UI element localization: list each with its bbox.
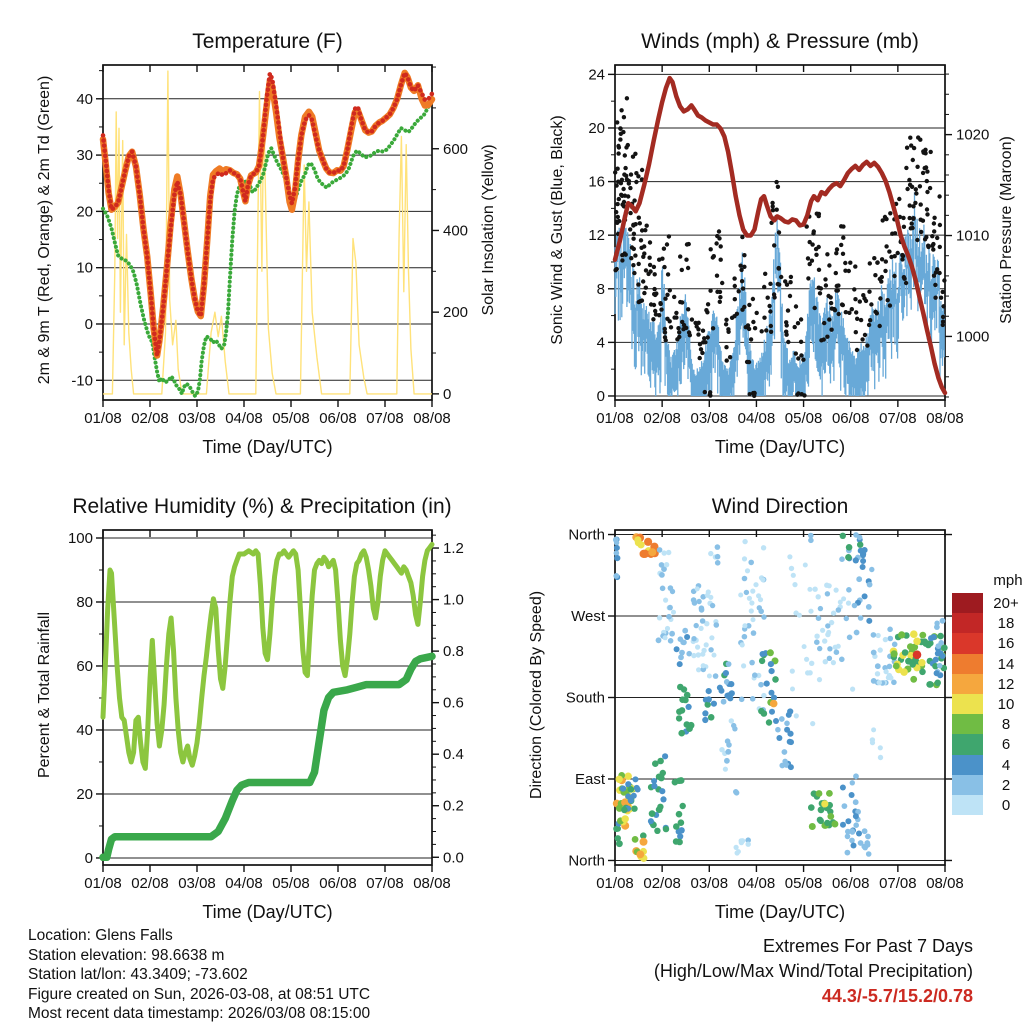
svg-text:South: South: [565, 689, 605, 707]
svg-text:01/08: 01/08: [596, 875, 634, 892]
svg-text:05/08: 05/08: [272, 410, 310, 427]
svg-text:08/08: 08/08: [413, 410, 451, 427]
svg-text:06/08: 06/08: [831, 410, 870, 427]
svg-text:600: 600: [443, 140, 469, 158]
colorbar-label-0: 0: [1001, 797, 1011, 814]
colorbar-segment-16: [952, 633, 983, 653]
temperature-chart-title: Temperature (F): [192, 30, 343, 53]
svg-text:1020: 1020: [956, 126, 990, 144]
colorbar-label-12: 12: [997, 675, 1015, 693]
svg-text:8: 8: [596, 280, 605, 298]
colorbar-segment-14: [952, 654, 983, 674]
svg-text:08/08: 08/08: [413, 875, 451, 892]
data-timestamp: Most recent data timestamp: 2026/03/08 08:15:00: [28, 1005, 371, 1022]
station-latlon: Station lat/lon: 43.3409; -73.602: [28, 966, 248, 983]
colorbar-segment-18: [952, 613, 983, 633]
svg-text:24: 24: [588, 66, 605, 84]
svg-text:03/08: 03/08: [690, 875, 729, 892]
figure-created: Figure created on Sun, 2026-03-08, at 08:51 UTC: [28, 985, 371, 1003]
humidity-chart-title: Relative Humidity (%) & Precipitation (in): [72, 495, 452, 518]
svg-text:06/08: 06/08: [831, 875, 870, 892]
svg-text:0.8: 0.8: [443, 643, 464, 661]
svg-text:20: 20: [76, 785, 93, 803]
svg-text:40: 40: [76, 90, 93, 108]
winds-x-axis-label: Time (Day/UTC): [714, 437, 846, 457]
station-pressure-axis-label: Station Pressure (Maroon): [998, 136, 1015, 324]
svg-text:16: 16: [588, 173, 605, 191]
svg-text:400: 400: [443, 222, 469, 240]
svg-text:01/08: 01/08: [84, 410, 122, 427]
svg-text:10: 10: [76, 259, 93, 277]
svg-text:0: 0: [84, 849, 93, 867]
svg-text:02/08: 02/08: [643, 410, 681, 427]
svg-text:05/08: 05/08: [784, 410, 823, 427]
colorbar-segment-8: [952, 714, 983, 734]
solar-insolation-axis-label: Solar Insolation (Yellow): [480, 144, 497, 316]
svg-text:20: 20: [76, 203, 93, 221]
svg-text:1010: 1010: [956, 227, 990, 245]
colorbar-segment-0: [952, 795, 983, 815]
extremes-title: Extremes For Past 7 Days: [762, 936, 973, 956]
speed-colorbar: [952, 593, 983, 815]
wind-direction-plot: [566, 527, 964, 892]
colorbar-segment-12: [952, 674, 983, 694]
svg-text:40: 40: [76, 721, 93, 739]
humidity-x-axis-label: Time (Day/UTC): [202, 902, 333, 922]
wind-gust-axis-label: Sonic Wind & Gust (Blue, Black): [549, 115, 566, 345]
svg-text:0.4: 0.4: [443, 746, 464, 764]
svg-text:60: 60: [76, 657, 93, 675]
colorbar-label-16: 16: [997, 635, 1015, 653]
svg-text:100: 100: [67, 529, 93, 547]
svg-text:08/08: 08/08: [926, 875, 964, 892]
svg-text:12: 12: [588, 227, 605, 245]
svg-text:07/08: 07/08: [879, 410, 917, 427]
svg-text:02/08: 02/08: [131, 875, 169, 892]
svg-text:0.2: 0.2: [443, 797, 464, 815]
svg-text:02/08: 02/08: [131, 410, 169, 427]
wind-direction-chart-title: Wind Direction: [711, 495, 849, 518]
svg-text:07/08: 07/08: [366, 410, 404, 427]
colorbar-segment-2: [952, 775, 983, 795]
svg-text:01/08: 01/08: [84, 875, 122, 892]
svg-text:0: 0: [84, 315, 93, 333]
svg-text:04/08: 04/08: [225, 410, 263, 427]
svg-text:0: 0: [443, 385, 452, 403]
colorbar-label-14: 14: [997, 655, 1015, 673]
temperature-y-axis-label: 2m & 9m T (Red, Orange) & 2m Td (Green): [36, 75, 53, 385]
colorbar-label-4: 4: [1001, 756, 1011, 774]
svg-text:04/08: 04/08: [737, 875, 776, 892]
svg-text:0: 0: [596, 387, 605, 405]
svg-text:01/08: 01/08: [596, 410, 634, 427]
svg-text:20: 20: [588, 119, 605, 137]
svg-text:03/08: 03/08: [178, 410, 216, 427]
temperature-x-axis-label: Time (Day/UTC): [202, 437, 333, 457]
colorbar-label-18: 18: [997, 615, 1015, 633]
extremes-values: 44.3/-5.7/15.2/0.78: [821, 986, 973, 1006]
svg-text:80: 80: [76, 593, 93, 611]
svg-text:07/08: 07/08: [879, 875, 917, 892]
svg-text:200: 200: [443, 304, 469, 322]
svg-text:1.2: 1.2: [443, 540, 464, 558]
svg-text:03/08: 03/08: [690, 410, 729, 427]
winds-plot: [588, 65, 989, 427]
svg-text:0.6: 0.6: [443, 694, 464, 712]
colorbar-label-8: 8: [1001, 716, 1011, 734]
svg-text:05/08: 05/08: [784, 875, 823, 892]
colorbar-label-20+: 20+: [993, 595, 1019, 612]
humidity-plot: [68, 530, 464, 892]
svg-text:04/08: 04/08: [737, 410, 776, 427]
colorbar-segment-20+: [952, 593, 983, 613]
svg-text:03/08: 03/08: [178, 875, 216, 892]
svg-text:30: 30: [76, 147, 93, 165]
colorbar-label-6: 6: [1001, 736, 1011, 754]
station-elevation: Station elevation: 98.6638 m: [28, 946, 225, 964]
svg-text:-10: -10: [71, 372, 93, 390]
svg-text:West: West: [571, 608, 605, 626]
colorbar-segment-6: [952, 734, 983, 754]
svg-text:07/08: 07/08: [366, 875, 404, 892]
svg-text:North: North: [568, 526, 605, 544]
svg-text:02/08: 02/08: [643, 875, 681, 892]
svg-text:0.0: 0.0: [443, 849, 464, 867]
colorbar-title: mph: [993, 572, 1023, 589]
station-location: Location: Glens Falls: [28, 927, 173, 944]
svg-text:1000: 1000: [956, 328, 990, 346]
colorbar-label-10: 10: [997, 696, 1015, 713]
svg-text:1.0: 1.0: [443, 591, 464, 609]
colorbar-label-2: 2: [1001, 776, 1011, 794]
direction-axis-label: Direction (Colored By Speed): [528, 590, 545, 800]
svg-text:4: 4: [596, 334, 605, 352]
svg-text:06/08: 06/08: [319, 410, 357, 427]
colorbar-segment-4: [952, 755, 983, 775]
svg-text:05/08: 05/08: [272, 875, 310, 892]
svg-text:08/08: 08/08: [926, 410, 964, 427]
wind-direction-x-axis-label: Time (Day/UTC): [714, 902, 846, 922]
winds-chart-title: Winds (mph) & Pressure (mb): [641, 30, 919, 53]
percent-rainfall-axis-label: Percent & Total Rainfall: [36, 612, 53, 779]
colorbar-segment-10: [952, 694, 983, 714]
extremes-subtitle: (High/Low/Max Wind/Total Precipitation): [653, 961, 973, 981]
station-info-block: [28, 926, 370, 1024]
extremes-block: [601, 934, 973, 1009]
svg-text:East: East: [574, 770, 605, 788]
temperature-plot: [71, 65, 468, 427]
svg-text:06/08: 06/08: [319, 875, 357, 892]
svg-text:04/08: 04/08: [225, 875, 263, 892]
svg-text:North: North: [568, 852, 605, 870]
